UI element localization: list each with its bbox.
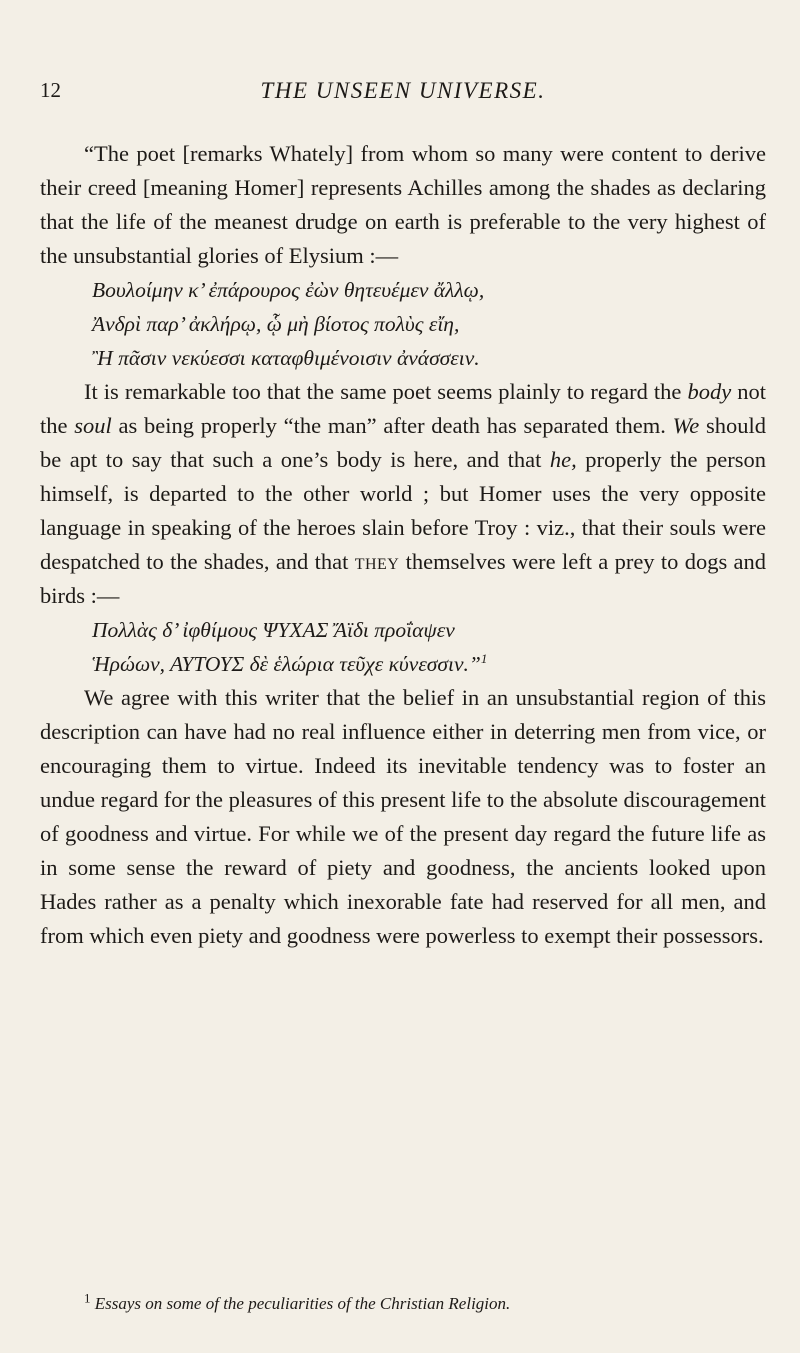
text-run: themselves were left a prey to dogs and birds :— <box>40 549 767 608</box>
greek-line-text: Ἡρώων, ΑΥΤΟΥΣ δὲ ἑλώρια τεῦχε κύνεσσιν.” <box>92 652 481 676</box>
greek-quote-1 <box>40 273 766 375</box>
text-run: properly the person himself, is departed to the other world ; but Homer uses the very opposite language in speaking of the heroes slain before Troy : viz., that their souls were despatched to the shades, and that <box>40 447 766 574</box>
text-run: should be apt to say that such a one’s body is here, and that <box>40 413 766 472</box>
text-run: It is remarkable too that the same poet seems plainly to regard the <box>84 379 688 404</box>
text-run: not the <box>40 379 766 438</box>
paragraph-2 <box>40 375 766 613</box>
running-title: THE UNSEEN UNIVERSE. <box>260 78 546 103</box>
greek-line: Ἢ πᾶσιν νεκύεσσι καταφθιμένοισιν ἀνάσσειν. <box>92 346 480 370</box>
footnote <box>40 1292 766 1316</box>
emphasis-we: We <box>672 413 700 438</box>
page-number: 12 <box>40 78 61 102</box>
small-caps-they: they <box>354 549 400 574</box>
greek-line <box>92 647 766 681</box>
footnote-reference[interactable]: 1 <box>480 650 488 666</box>
footnote-marker: 1 <box>84 1290 91 1306</box>
emphasis-he: he, <box>549 447 577 472</box>
text-run: as being properly “the man” after death has separated them. <box>111 413 673 438</box>
greek-line: Βουλοίμην κ’ ἐπάρουρος ἐὼν θητευέμεν ἄλλῳ, <box>92 278 485 302</box>
greek-line: Ἀνδρὶ παρ’ ἀκλήρῳ, ᾧ μὴ βίοτος πολὺς εἴη, <box>92 312 460 336</box>
emphasis-body: body <box>687 379 732 404</box>
emphasis-soul: soul <box>74 413 112 438</box>
greek-line: Πολλὰς δ’ ἰφθίμους ΨΥΧΑΣ Ἄϊδι προΐαψεν <box>92 618 455 642</box>
paragraph-3: We agree with this writer that the belief in an unsubstantial region of this description can have had no real influence either in deterring men from vice, or encouraging them to virtue. Indeed its inevitable tendency was to foster an undue regard for the pleasures of this present life to the absolute discouragement of goodness and virtue. For while we of the present day regard the future life as in some sense the reward of piety and goodness, the ancients looked upon Hades rather as a penalty which inexorable fate had reserved for all men, and from which even piety and goodness were powerless to exempt their possessors. <box>40 685 767 948</box>
paragraph-1: “The poet [remarks Whately] from whom so many were content to derive their creed [meaning Homer] represents Achilles among the shades as declaring that the life of the meanest drudge on earth is preferable to the very highest of the unsubstantial glories of Elysium :— <box>40 141 766 268</box>
greek-quote-2 <box>40 613 766 681</box>
main-text <box>40 137 766 953</box>
footnote-text: Essays on some of the peculiarities of the Christian Religion. <box>94 1294 511 1313</box>
page-header <box>40 78 766 108</box>
